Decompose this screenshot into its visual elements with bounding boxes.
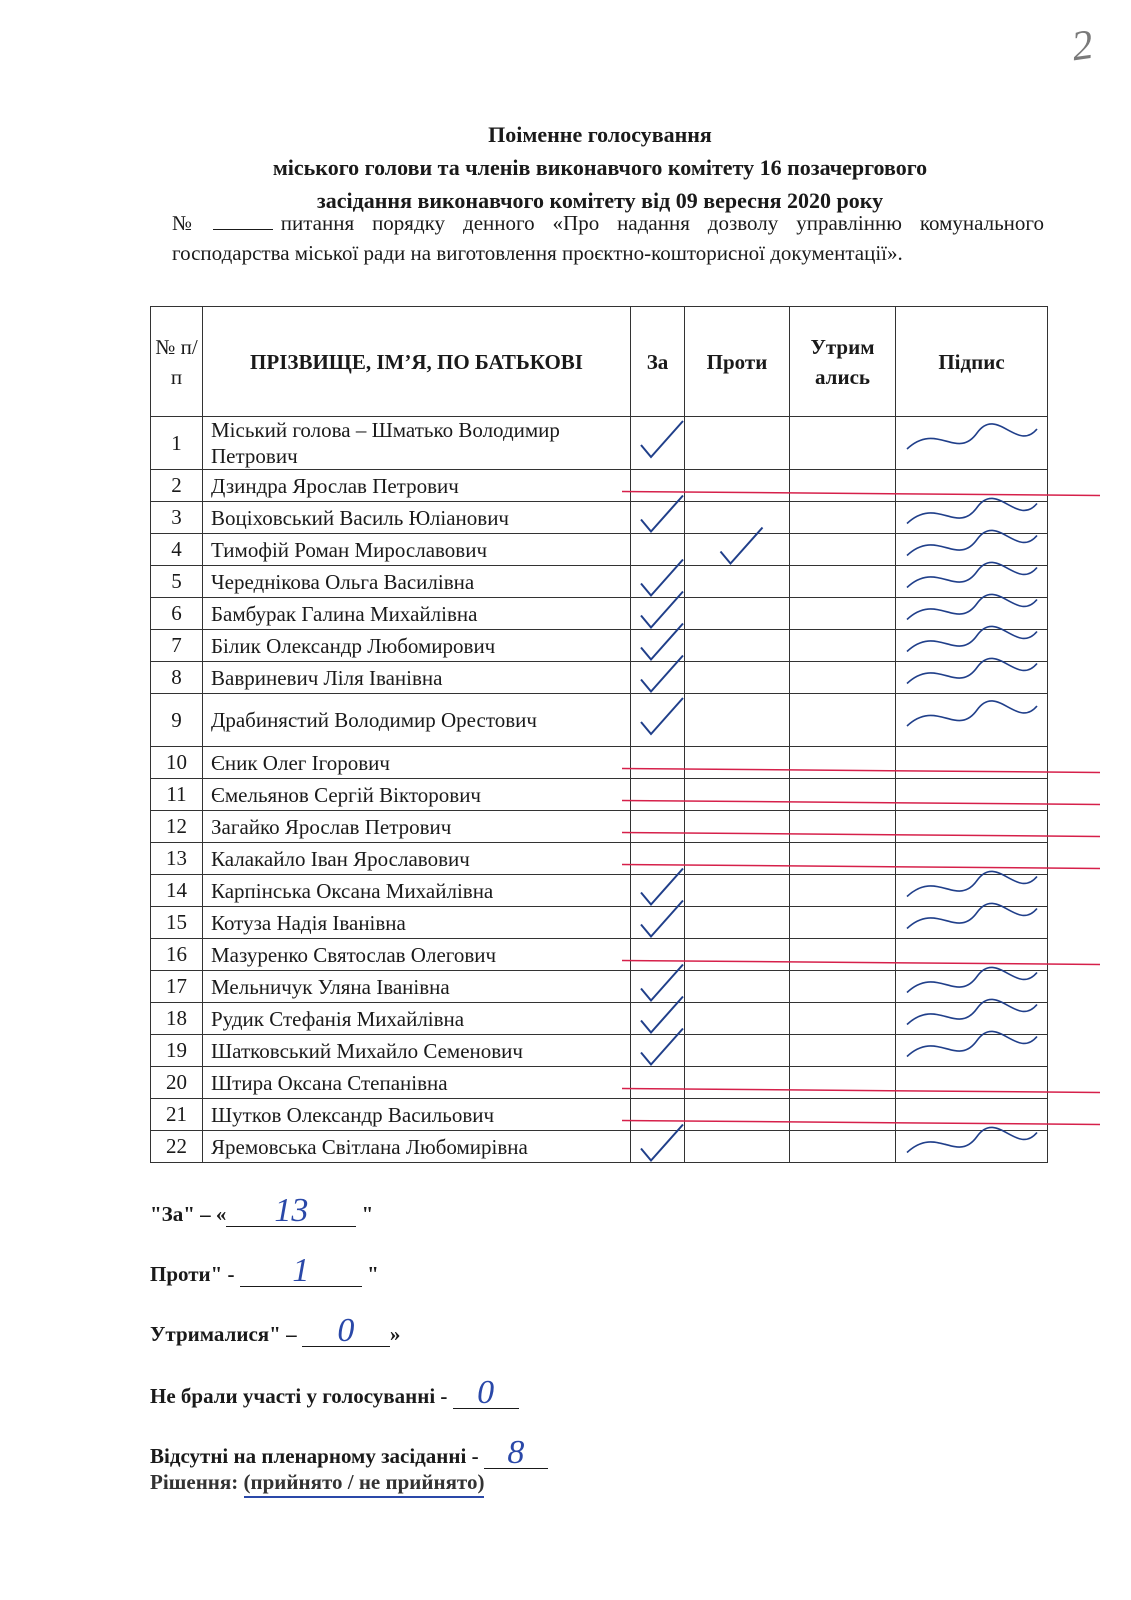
cell-against (685, 662, 790, 694)
row-number: 9 (151, 694, 203, 747)
cell-abstained (790, 939, 896, 971)
cell-abstained (790, 470, 896, 502)
row-name: Карпінська Оксана Михайлівна (203, 875, 631, 907)
table-row (151, 907, 1048, 939)
cell-signature (896, 907, 1048, 939)
table-row (151, 502, 1048, 534)
row-number: 18 (151, 1003, 203, 1035)
cell-against (685, 534, 790, 566)
row-number: 19 (151, 1035, 203, 1067)
header-num: № п/ п (151, 307, 203, 417)
row-name: Воціховський Василь Юліанович (203, 502, 631, 534)
title-line-2: міського голови та членів виконавчого комітету 16 позачергового (272, 155, 928, 180)
table-row (151, 598, 1048, 630)
cell-against (685, 694, 790, 747)
row-name: Шутков Олександр Васильович (203, 1099, 631, 1131)
cell-for (631, 1131, 685, 1163)
row-name: Котуза Надія Іванівна (203, 907, 631, 939)
table-row (151, 694, 1048, 747)
row-name: Калакайло Іван Ярославович (203, 843, 631, 875)
cell-against (685, 417, 790, 470)
table-row (151, 875, 1048, 907)
table-row (151, 630, 1048, 662)
row-number: 22 (151, 1131, 203, 1163)
row-number: 16 (151, 939, 203, 971)
row-name: Єник Олег Ігорович (203, 747, 631, 779)
cell-abstained (790, 502, 896, 534)
row-name: Шатковський Михайло Семенович (203, 1035, 631, 1067)
row-name: Мельничук Уляна Іванівна (203, 971, 631, 1003)
cell-for (631, 779, 685, 811)
row-name: Мазуренко Святослав Олегович (203, 939, 631, 971)
table-row (151, 843, 1048, 875)
cell-signature (896, 1067, 1048, 1099)
summary-abstained-label: Утрималися" – (150, 1322, 297, 1346)
cell-against (685, 747, 790, 779)
cell-against (685, 843, 790, 875)
cell-abstained (790, 534, 896, 566)
header-against: Проти (685, 307, 790, 417)
header-signature: Підпис (896, 307, 1048, 417)
row-number: 12 (151, 811, 203, 843)
cell-signature (896, 662, 1048, 694)
table-row (151, 1003, 1048, 1035)
cell-signature (896, 811, 1048, 843)
document-title (160, 118, 1040, 217)
row-number: 15 (151, 907, 203, 939)
cell-signature (896, 502, 1048, 534)
row-name: Вавриневич Ліля Іванівна (203, 662, 631, 694)
cell-for (631, 470, 685, 502)
summary-not-voted-value: 0 (453, 1378, 519, 1409)
table-row (151, 1035, 1048, 1067)
cell-abstained (790, 747, 896, 779)
cell-against (685, 630, 790, 662)
summary-against (150, 1252, 379, 1289)
table-row (151, 534, 1048, 566)
cell-signature (896, 843, 1048, 875)
table-row (151, 1131, 1048, 1163)
cell-for (631, 502, 685, 534)
row-number: 1 (151, 417, 203, 470)
table-row (151, 779, 1048, 811)
row-number: 14 (151, 875, 203, 907)
row-number: 21 (151, 1099, 203, 1131)
cell-signature (896, 470, 1048, 502)
summary-not-voted-label: Не брали участі у голосуванні - (150, 1384, 448, 1408)
cell-for (631, 1003, 685, 1035)
cell-against (685, 1035, 790, 1067)
summary-against-value: 1 (240, 1256, 362, 1287)
cell-abstained (790, 662, 896, 694)
question-text: питання порядку денного «Про надання дозволу управлінню комунального господарства міської ради на виготовлення проєктно-кошторисної документації». (172, 211, 1044, 265)
cell-against (685, 598, 790, 630)
cell-signature (896, 939, 1048, 971)
cell-abstained (790, 1035, 896, 1067)
summary-not-voted (150, 1374, 519, 1411)
cell-abstained (790, 1003, 896, 1035)
cell-abstained (790, 971, 896, 1003)
summary-abstained (150, 1312, 401, 1349)
summary-for-value: 13 (226, 1196, 356, 1227)
question-number-blank (213, 213, 273, 230)
cell-against (685, 811, 790, 843)
row-number: 4 (151, 534, 203, 566)
cell-signature (896, 1035, 1048, 1067)
row-number: 20 (151, 1067, 203, 1099)
cell-against (685, 779, 790, 811)
cell-for (631, 811, 685, 843)
cell-for (631, 907, 685, 939)
row-name: Міський голова – Шматько Володимир Петрович (203, 417, 631, 470)
header-abstained: Утрим ались (790, 307, 896, 417)
cell-for (631, 1035, 685, 1067)
cell-for (631, 694, 685, 747)
cell-against (685, 875, 790, 907)
cell-against (685, 1099, 790, 1131)
row-name: Загайко Ярослав Петрович (203, 811, 631, 843)
question-number-sign: № (172, 211, 205, 235)
row-number: 7 (151, 630, 203, 662)
roll-call-table (150, 306, 1048, 1163)
cell-against (685, 1067, 790, 1099)
row-number: 8 (151, 662, 203, 694)
row-number: 2 (151, 470, 203, 502)
cell-against (685, 971, 790, 1003)
cell-signature (896, 1003, 1048, 1035)
cell-signature (896, 971, 1048, 1003)
decision-label: Рішення: (150, 1470, 239, 1494)
cell-signature (896, 747, 1048, 779)
cell-signature (896, 598, 1048, 630)
cell-against (685, 939, 790, 971)
row-number: 11 (151, 779, 203, 811)
cell-for (631, 939, 685, 971)
cell-signature (896, 417, 1048, 470)
cell-for (631, 747, 685, 779)
header-name: ПРІЗВИЩЕ, ІМ’Я, ПО БАТЬКОВІ (203, 307, 631, 417)
summary-for (150, 1192, 374, 1229)
row-name: Рудик Стефанія Михайлівна (203, 1003, 631, 1035)
cell-abstained (790, 1067, 896, 1099)
table-row (151, 939, 1048, 971)
decision-options: (прийнято / не прийнято) (244, 1470, 485, 1498)
title-line-3: засідання виконавчого комітету від 09 вересня 2020 року (316, 188, 884, 213)
cell-abstained (790, 694, 896, 747)
row-name: Череднікова Ольга Василівна (203, 566, 631, 598)
row-number: 13 (151, 843, 203, 875)
cell-for (631, 875, 685, 907)
header-for: За (631, 307, 685, 417)
row-name: Ємельянов Сергій Вікторович (203, 779, 631, 811)
cell-signature (896, 566, 1048, 598)
cell-signature (896, 1099, 1048, 1131)
page-number: 2 (1068, 21, 1097, 71)
cell-abstained (790, 1099, 896, 1131)
row-number: 3 (151, 502, 203, 534)
cell-for (631, 1099, 685, 1131)
summary-absent-label: Відсутні на пленарному засіданні - (150, 1444, 479, 1468)
summary-abstained-suffix: » (389, 1322, 401, 1346)
row-number: 5 (151, 566, 203, 598)
row-name: Штира Оксана Степанівна (203, 1067, 631, 1099)
table-row (151, 1067, 1048, 1099)
cell-for (631, 598, 685, 630)
cell-abstained (790, 417, 896, 470)
summary-absent-value: 8 (484, 1438, 548, 1469)
cell-for (631, 662, 685, 694)
cell-for (631, 566, 685, 598)
table-row (151, 747, 1048, 779)
row-number: 10 (151, 747, 203, 779)
cell-signature (896, 694, 1048, 747)
row-name: Дзиндра Ярослав Петрович (203, 470, 631, 502)
cell-signature (896, 630, 1048, 662)
row-number: 6 (151, 598, 203, 630)
summary-for-suffix: " (361, 1202, 374, 1226)
cell-against (685, 1131, 790, 1163)
cell-signature (896, 534, 1048, 566)
cell-abstained (790, 811, 896, 843)
row-number: 17 (151, 971, 203, 1003)
table-row (151, 1099, 1048, 1131)
row-name: Тимофій Роман Мирославович (203, 534, 631, 566)
cell-against (685, 1003, 790, 1035)
cell-for (631, 843, 685, 875)
table-row (151, 662, 1048, 694)
row-name: Бамбурак Галина Михайлівна (203, 598, 631, 630)
table-row (151, 971, 1048, 1003)
cell-for (631, 1067, 685, 1099)
table-header-row (151, 307, 1048, 417)
cell-for (631, 534, 685, 566)
cell-abstained (790, 907, 896, 939)
summary-abstained-value: 0 (302, 1316, 390, 1347)
title-line-1: Поіменне голосування (488, 122, 712, 147)
table-row (151, 470, 1048, 502)
cell-for (631, 630, 685, 662)
cell-abstained (790, 566, 896, 598)
cell-abstained (790, 843, 896, 875)
summary-absent (150, 1434, 548, 1471)
summary-against-label: Проти" - (150, 1262, 235, 1286)
table-row (151, 811, 1048, 843)
table-row (151, 417, 1048, 470)
cell-against (685, 470, 790, 502)
row-name: Драбинястий Володимир Орестович (203, 694, 631, 747)
row-name: Яремовська Світлана Любомирівна (203, 1131, 631, 1163)
summary-against-suffix: " (367, 1262, 379, 1286)
cell-abstained (790, 779, 896, 811)
cell-signature (896, 875, 1048, 907)
decision (150, 1470, 484, 1495)
cell-signature (896, 1131, 1048, 1163)
cell-signature (896, 779, 1048, 811)
cell-abstained (790, 630, 896, 662)
agenda-question (172, 208, 1044, 268)
cell-against (685, 502, 790, 534)
summary-for-label: "За" – « (150, 1202, 227, 1226)
table-row (151, 566, 1048, 598)
cell-abstained (790, 598, 896, 630)
cell-against (685, 566, 790, 598)
row-name: Білик Олександр Любомирович (203, 630, 631, 662)
cell-for (631, 971, 685, 1003)
cell-for (631, 417, 685, 470)
cell-abstained (790, 875, 896, 907)
cell-against (685, 907, 790, 939)
cell-abstained (790, 1131, 896, 1163)
